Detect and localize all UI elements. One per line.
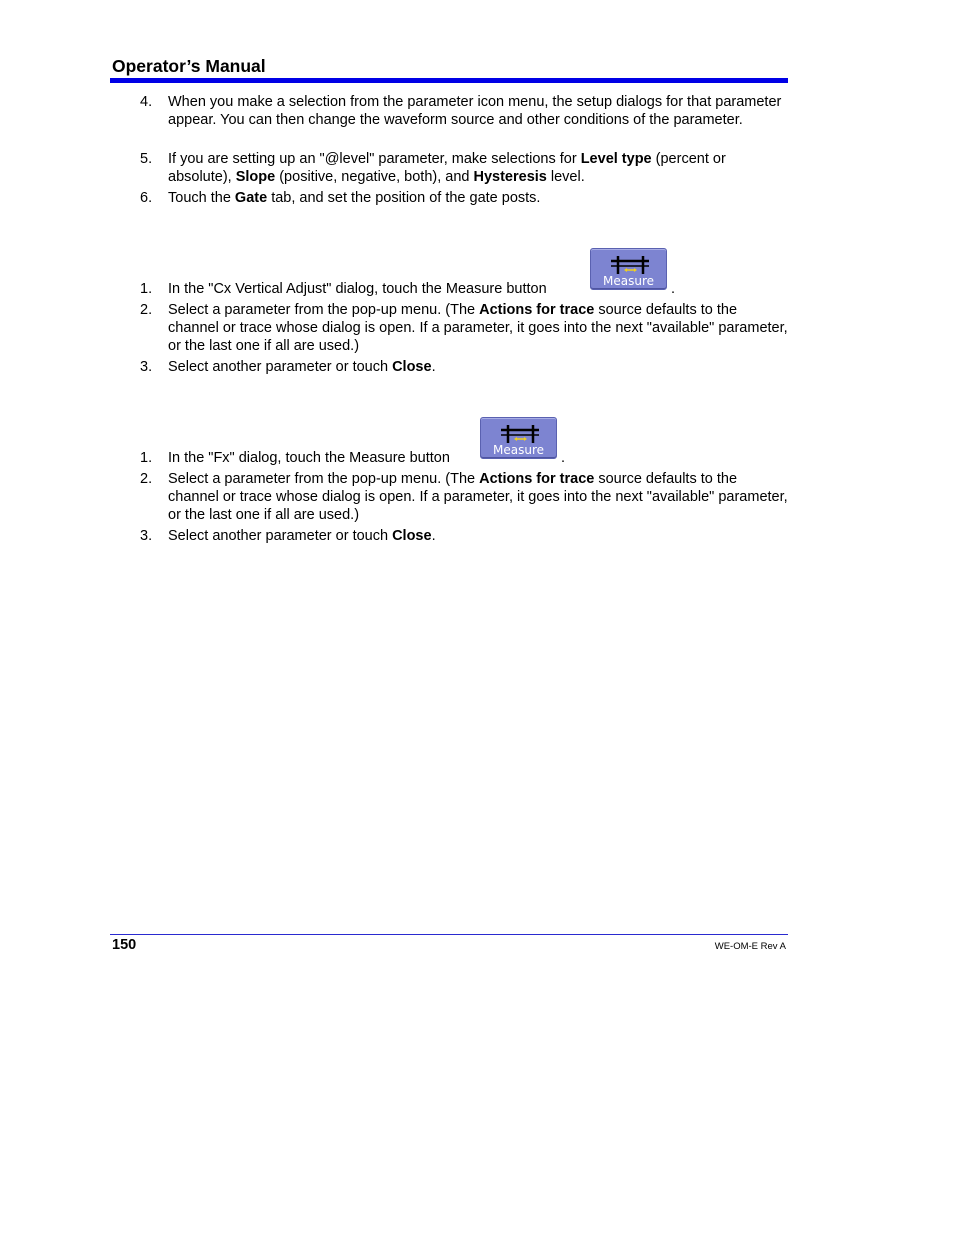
text-run: If you are setting up an "@level" parameter, make selections for — [168, 151, 581, 167]
bold-term: Close — [392, 359, 432, 375]
list-item-number: 3. — [140, 528, 153, 544]
list-item-number: 2. — [140, 471, 153, 487]
text-run: Select a parameter from the pop-up menu. (The — [168, 302, 480, 318]
list-item-number: 1. — [140, 450, 153, 466]
text-run: source defaults to the channel or trace whose dialog is open. If a parameter, it goes into the next "available" parameter, or the last one if all are used.) — [168, 471, 788, 523]
footer-rule — [110, 934, 788, 935]
measure-button-label: Measure — [493, 443, 544, 457]
text-run: Select a parameter from the pop-up menu. (The — [168, 471, 480, 487]
list-item-number: 1. — [140, 281, 153, 297]
page-header-title: Operator’s Manual — [112, 56, 266, 76]
list-item-number: 5. — [140, 151, 153, 167]
list-item-text — [168, 93, 790, 129]
bold-term: Actions for trace — [479, 302, 595, 318]
list-item-text — [168, 189, 790, 207]
page-number: 150 — [112, 937, 137, 953]
header-rule — [110, 78, 788, 83]
measure-button-label: Measure — [603, 274, 654, 288]
text-run: level. — [546, 169, 585, 185]
text-run: . — [431, 359, 436, 375]
list-item-number: 2. — [140, 302, 153, 318]
bold-term: Level type — [580, 151, 652, 167]
bold-term: Close — [392, 528, 432, 544]
bold-term: Hysteresis — [473, 169, 547, 185]
list-item-number: 3. — [140, 359, 153, 375]
text-run: In the "Cx Vertical Adjust" dialog, touch the Measure button — [168, 281, 547, 297]
bold-term: Slope — [235, 169, 276, 185]
list-item-text — [168, 280, 790, 298]
trailing-period: . — [671, 281, 676, 297]
text-run: Select another parameter or touch — [168, 359, 393, 375]
document-id: WE-OM-E Rev A — [714, 941, 786, 952]
list-item-text — [168, 358, 790, 376]
trailing-period: . — [561, 450, 566, 466]
text-run: Touch the — [168, 190, 235, 206]
text-run: . — [431, 528, 436, 544]
text-run: In the "Fx" dialog, touch the Measure button — [168, 450, 450, 466]
list-item-number: 4. — [140, 94, 153, 110]
bold-term: Actions for trace — [479, 471, 595, 487]
text-run: (positive, negative, both), and — [275, 169, 474, 185]
list-item-text — [168, 449, 790, 467]
list-item-text — [168, 301, 790, 355]
text-run: tab, and set the position of the gate posts. — [267, 190, 541, 206]
text-run: (percent or absolute), — [168, 151, 726, 185]
text-run: Select another parameter or touch — [168, 528, 393, 544]
list-item-text — [168, 527, 790, 545]
text-run: When you make a selection from the parameter icon menu, the setup dialogs for that parameter appear. You can then change the waveform source and other conditions of the parameter. — [168, 94, 782, 128]
list-item-text — [168, 470, 790, 524]
text-run: source defaults to the channel or trace whose dialog is open. If a parameter, it goes into the next "available" parameter, or the last one if all are used.) — [168, 302, 788, 354]
list-item-text — [168, 150, 790, 186]
list-item-number: 6. — [140, 190, 153, 206]
bold-term: Gate — [234, 190, 268, 206]
